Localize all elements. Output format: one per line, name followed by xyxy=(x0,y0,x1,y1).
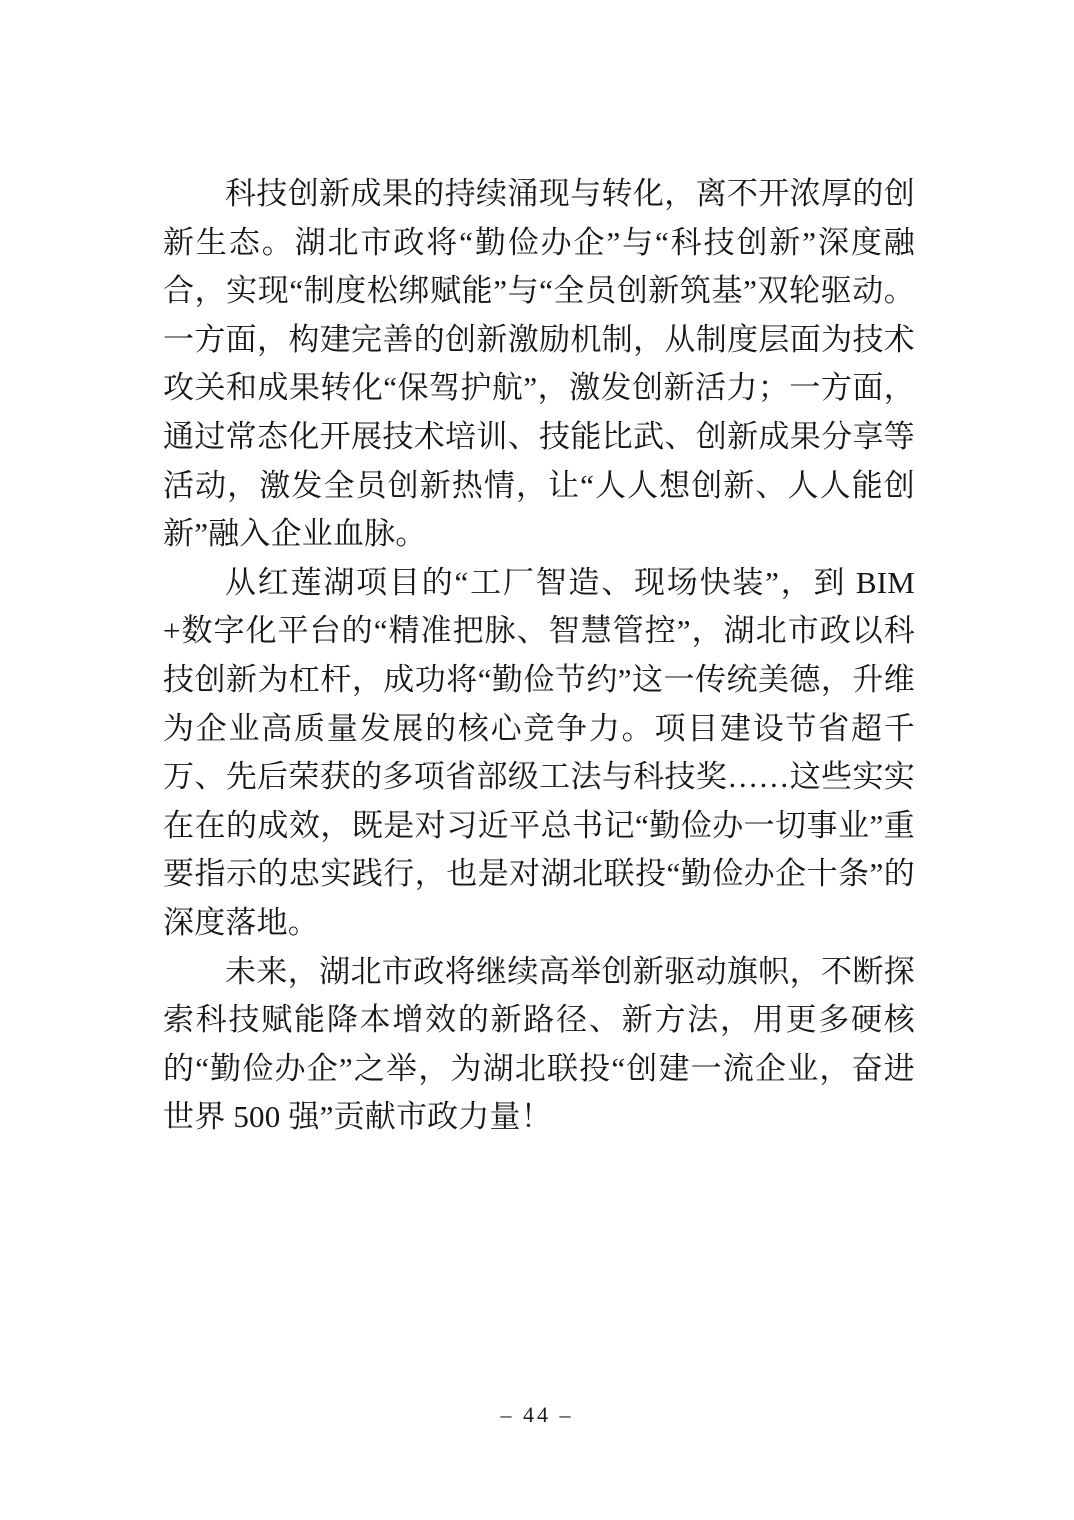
body-paragraph-3: 未来，湖北市政将继续高举创新驱动旗帜，不断探索科技赋能降本增效的新路径、新方法，用更多硬核的“勤俭办企”之举，为湖北联投“创建一流企业，奋进世界 500 强”贡献市政力量！ xyxy=(163,953,915,1135)
body-paragraph-2: 从红莲湖项目的“工厂智造、现场快装”，到 BIM+数字化平台的“精准把脉、智慧管控”，湖北市政以科技创新为杠杆，成功将“勤俭节约”这一传统美德，升维为企业高质量发展的核心竞争力。项目建设节省超千万、先后荣获的多项省部级工法与科技奖……这些实实在在的成效，既是对习近平总书记“勤俭办一切事业”重要指示的忠实践行，也是对湖北联投“勤俭办企十条”的深度落地。 xyxy=(163,564,915,940)
body-paragraph-1: 科技创新成果的持续涌现与转化，离不开浓厚的创新生态。湖北市政将“勤俭办企”与“科技创新”深度融合，实现“制度松绑赋能”与“全员创新筑基”双轮驱动。一方面，构建完善的创新激励机制，从制度层面为技术攻关和成果转化“保驾护航”，激发创新活力；一方面，通过常态化开展技术培训、技能比武、创新成果分享等活动，激发全员创新热情，让“人人想创新、人人能创新”融入企业血脉。 xyxy=(163,176,915,552)
page-number: – 44 – xyxy=(500,1402,574,1427)
page-body-text xyxy=(163,170,915,1142)
